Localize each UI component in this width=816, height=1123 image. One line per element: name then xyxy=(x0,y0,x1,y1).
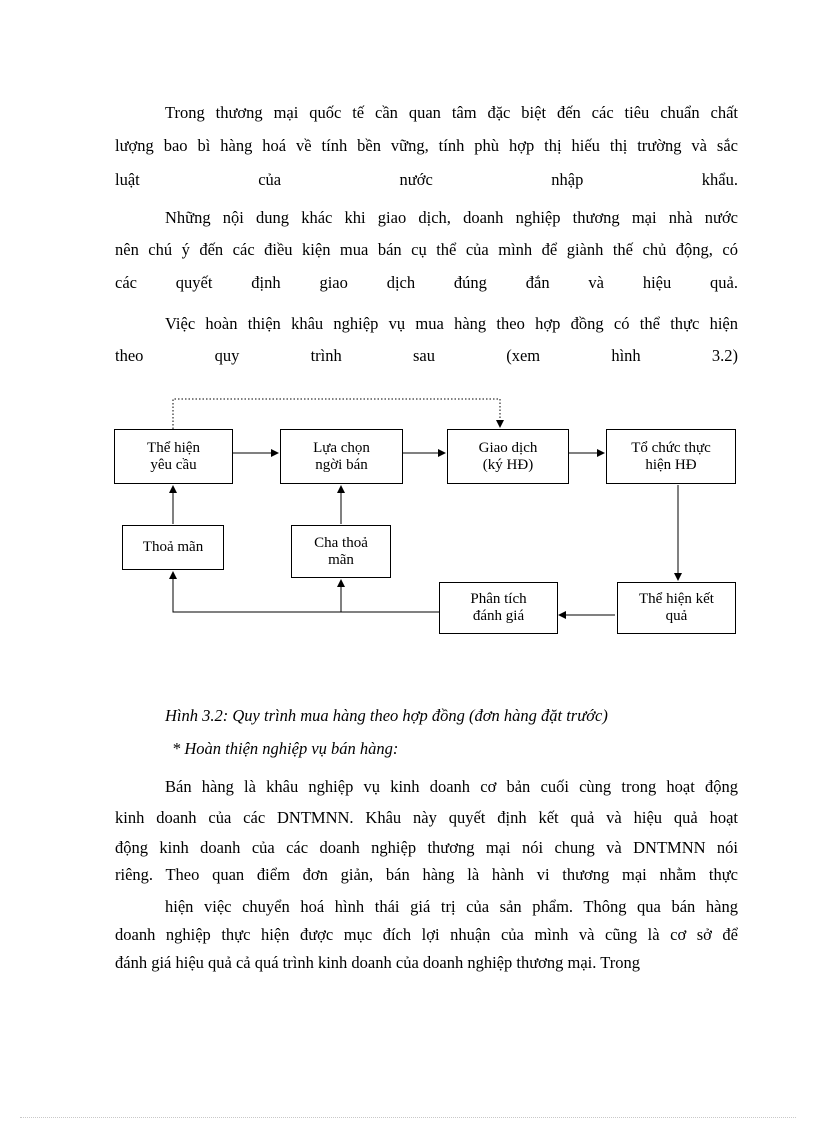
box-lua-chon-line-1: Lựa chọn xyxy=(313,439,370,456)
paragraph-3-line-2: theo quy trình sau (xem hình 3.2) xyxy=(115,346,738,365)
dotted-feedback-line xyxy=(173,399,500,429)
paragraph-4-line-1: Bán hàng là khâu nghiệp vụ kinh doanh cơ bản cuối cùng trong hoạt động xyxy=(165,777,738,796)
line-phan-tich-to-left xyxy=(173,572,439,612)
paragraph-3-line-1: Việc hoàn thiện khâu nghiệp vụ mua hàng theo hợp đồng có thể thực hiện xyxy=(165,314,738,333)
paragraph-1-line-2: lượng bao bì hàng hoá về tính bền vững, tính phù hợp thị hiếu thị trường và sắc xyxy=(115,136,738,155)
paragraph-5-line-3: đánh giá hiệu quả cả quá trình kinh doanh của doanh nghiệp thương mại. Trong xyxy=(115,953,640,972)
paragraph-4-line-4: riêng. Theo quan điểm đơn giản, bán hàng là hành vi thương mại nhằm thực xyxy=(115,865,738,884)
box-cha-thoa-man-line-1: Cha thoả xyxy=(314,534,368,551)
box-thoa-man-line-1: Thoả mãn xyxy=(142,539,204,555)
page-bottom-dotted-border xyxy=(20,1117,796,1118)
paragraph-4-line-3: động kinh doanh của các doanh nghiệp thương mại nói chung và DNTMNN nói xyxy=(115,838,738,857)
paragraph-2-line-3: các quyết định giao dịch đúng đắn và hiệu quả. xyxy=(115,273,738,292)
box-giao-dich xyxy=(447,429,569,484)
box-phan-tich-line-1: Phân tích xyxy=(470,591,527,607)
box-giao-dich-line-1: Giao dịch xyxy=(478,439,538,456)
paragraph-2-line-2: nên chú ý đến các điều kiện mua bán cụ thể của mình để giành thế chủ động, có xyxy=(115,240,738,259)
box-to-chuc-line-1: Tổ chức thực xyxy=(631,439,711,456)
box-the-hien-ket-qua-line-2: quả xyxy=(665,608,688,624)
paragraph-5-line-2: doanh nghiệp thực hiện được mục đích lợi nhuận của mình và cũng là cơ sở để xyxy=(115,925,738,944)
section-subheading: * Hoàn thiện nghiệp vụ bán hàng: xyxy=(172,739,399,758)
paragraph-2-line-1: Những nội dung khác khi giao dịch, doanh nghiệp thương mại nhà nước xyxy=(165,208,738,227)
paragraph-1-line-1: Trong thương mại quốc tế cần quan tâm đặc biệt đến các tiêu chuẩn chất xyxy=(165,103,738,122)
paragraph-4-line-2: kinh doanh của các DNTMNN. Khâu này quyết định kết quả và hiệu quả hoạt xyxy=(115,808,738,827)
box-giao-dich-line-2: (ký HĐ) xyxy=(482,456,534,473)
box-the-hien-yeu-cau-line-1: Thể hiện xyxy=(147,439,200,456)
box-cha-thoa-man xyxy=(291,525,391,578)
box-lua-chon-nguoi-ban xyxy=(280,429,403,484)
box-phan-tich-line-2: đánh giá xyxy=(472,608,525,624)
box-the-hien-ket-qua-line-1: Thể hiện kết xyxy=(639,591,714,607)
box-thoa-man xyxy=(122,525,224,570)
box-to-chuc-thuc-hien xyxy=(606,429,736,484)
box-lua-chon-line-2: ngời bán xyxy=(315,456,368,473)
box-the-hien-yeu-cau xyxy=(114,429,233,484)
box-phan-tich-danh-gia xyxy=(439,582,558,634)
box-the-hien-ket-qua xyxy=(617,582,736,634)
box-cha-thoa-man-line-2: mãn xyxy=(328,551,354,568)
paragraph-5-line-1: hiện việc chuyển hoá hình thái giá trị của sản phẩm. Thông qua bán hàng xyxy=(165,897,738,916)
figure-caption: Hình 3.2: Quy trình mua hàng theo hợp đồng (đơn hàng đặt trước) xyxy=(165,706,608,725)
box-the-hien-yeu-cau-line-2: yêu cầu xyxy=(150,456,197,473)
box-to-chuc-line-2: hiện HĐ xyxy=(645,456,697,473)
paragraph-1-line-3: luật của nước nhập khẩu. xyxy=(115,170,738,189)
